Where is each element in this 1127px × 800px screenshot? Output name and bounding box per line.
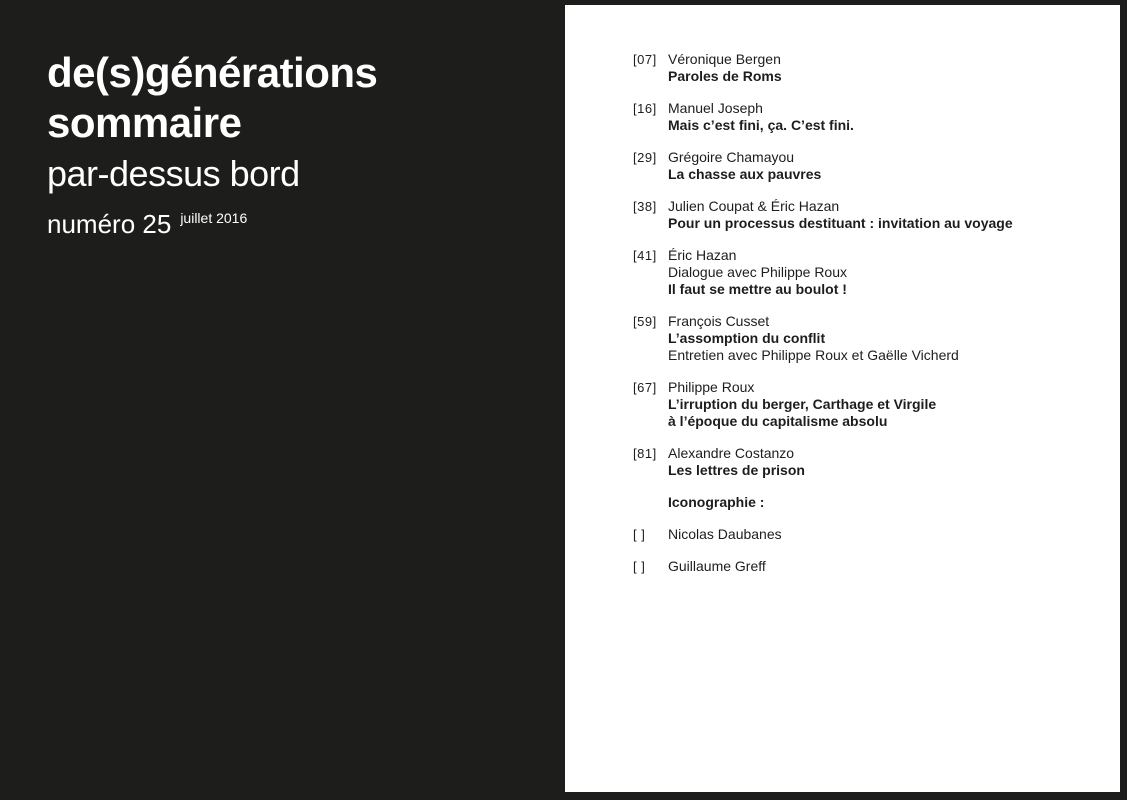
toc-entry xyxy=(633,494,1090,511)
toc-entry xyxy=(633,149,1090,183)
page-number: [16] xyxy=(633,101,657,116)
entry-title: Il faut se mettre au boulot ! xyxy=(668,281,847,297)
entry-author: Éric Hazan xyxy=(668,247,737,263)
entry-title: La chasse aux pauvres xyxy=(668,166,822,182)
entry-lines xyxy=(668,526,1090,543)
toc-panel xyxy=(565,5,1120,792)
page-number: [81] xyxy=(633,446,657,461)
toc-entry xyxy=(633,51,1090,85)
entry-author: Guillaume Greff xyxy=(668,558,766,574)
entry-lines xyxy=(668,100,1090,134)
page-number: [07] xyxy=(633,52,657,67)
toc-entry xyxy=(633,313,1090,364)
toc-entry xyxy=(633,558,1090,575)
entry-lines xyxy=(668,445,1090,479)
page-number: [59] xyxy=(633,314,657,329)
entry-author: Nicolas Daubanes xyxy=(668,526,782,542)
toc-entry xyxy=(633,198,1090,232)
entry-title: Mais c’est fini, ça. C’est fini. xyxy=(668,117,854,133)
page-number: [67] xyxy=(633,380,657,395)
journal-title xyxy=(47,48,565,148)
page-number: [29] xyxy=(633,150,657,165)
entry-lines xyxy=(668,379,1090,430)
entry-author: François Cusset xyxy=(668,313,770,329)
entry-author: Alexandre Costanzo xyxy=(668,445,795,461)
page-number: [ ] xyxy=(633,527,646,542)
toc-entry xyxy=(633,247,1090,298)
entry-lines xyxy=(668,51,1090,85)
issue-theme: par-dessus bord xyxy=(47,153,300,194)
entry-lines xyxy=(668,247,1090,298)
issue-number: numéro 25 xyxy=(47,209,172,239)
entry-author: Manuel Joseph xyxy=(668,100,763,116)
entry-lines xyxy=(668,198,1090,232)
entry-title: à l’époque du capitalisme absolu xyxy=(668,413,888,429)
entry-author: Julien Coupat & Éric Hazan xyxy=(668,198,840,214)
entry-lines xyxy=(668,313,1090,364)
page-number: [ ] xyxy=(633,559,646,574)
toc-entry xyxy=(633,445,1090,479)
entry-note: Entretien avec Philippe Roux et Gaëlle Vicherd xyxy=(668,347,959,363)
journal-title-line2: sommaire xyxy=(47,99,242,146)
entry-author: Philippe Roux xyxy=(668,379,755,395)
entry-lines xyxy=(668,558,1090,575)
page-number xyxy=(633,494,668,511)
entry-title: L’assomption du conflit xyxy=(668,330,826,346)
journal-title-line1: de(s)générations xyxy=(47,49,378,96)
toc-entry xyxy=(633,526,1090,543)
issue-line xyxy=(47,209,565,240)
entry-lines xyxy=(668,149,1090,183)
entry-author: Grégoire Chamayou xyxy=(668,149,795,165)
toc-entry xyxy=(633,100,1090,134)
entry-section-heading: Iconographie : xyxy=(668,494,765,510)
entry-title: Paroles de Roms xyxy=(668,68,782,84)
toc-list xyxy=(633,51,1090,575)
page-number: [41] xyxy=(633,248,657,263)
entry-title: Pour un processus destituant : invitation au voyage xyxy=(668,215,1013,231)
entry-note: Dialogue avec Philippe Roux xyxy=(668,264,847,280)
entry-title: L’irruption du berger, Carthage et Virgile xyxy=(668,396,937,412)
toc-entry xyxy=(633,379,1090,430)
entry-lines xyxy=(668,494,1090,511)
entry-title: Les lettres de prison xyxy=(668,462,805,478)
page-number: [38] xyxy=(633,199,657,214)
issue-date: juillet 2016 xyxy=(180,210,248,226)
entry-author: Véronique Bergen xyxy=(668,51,781,67)
